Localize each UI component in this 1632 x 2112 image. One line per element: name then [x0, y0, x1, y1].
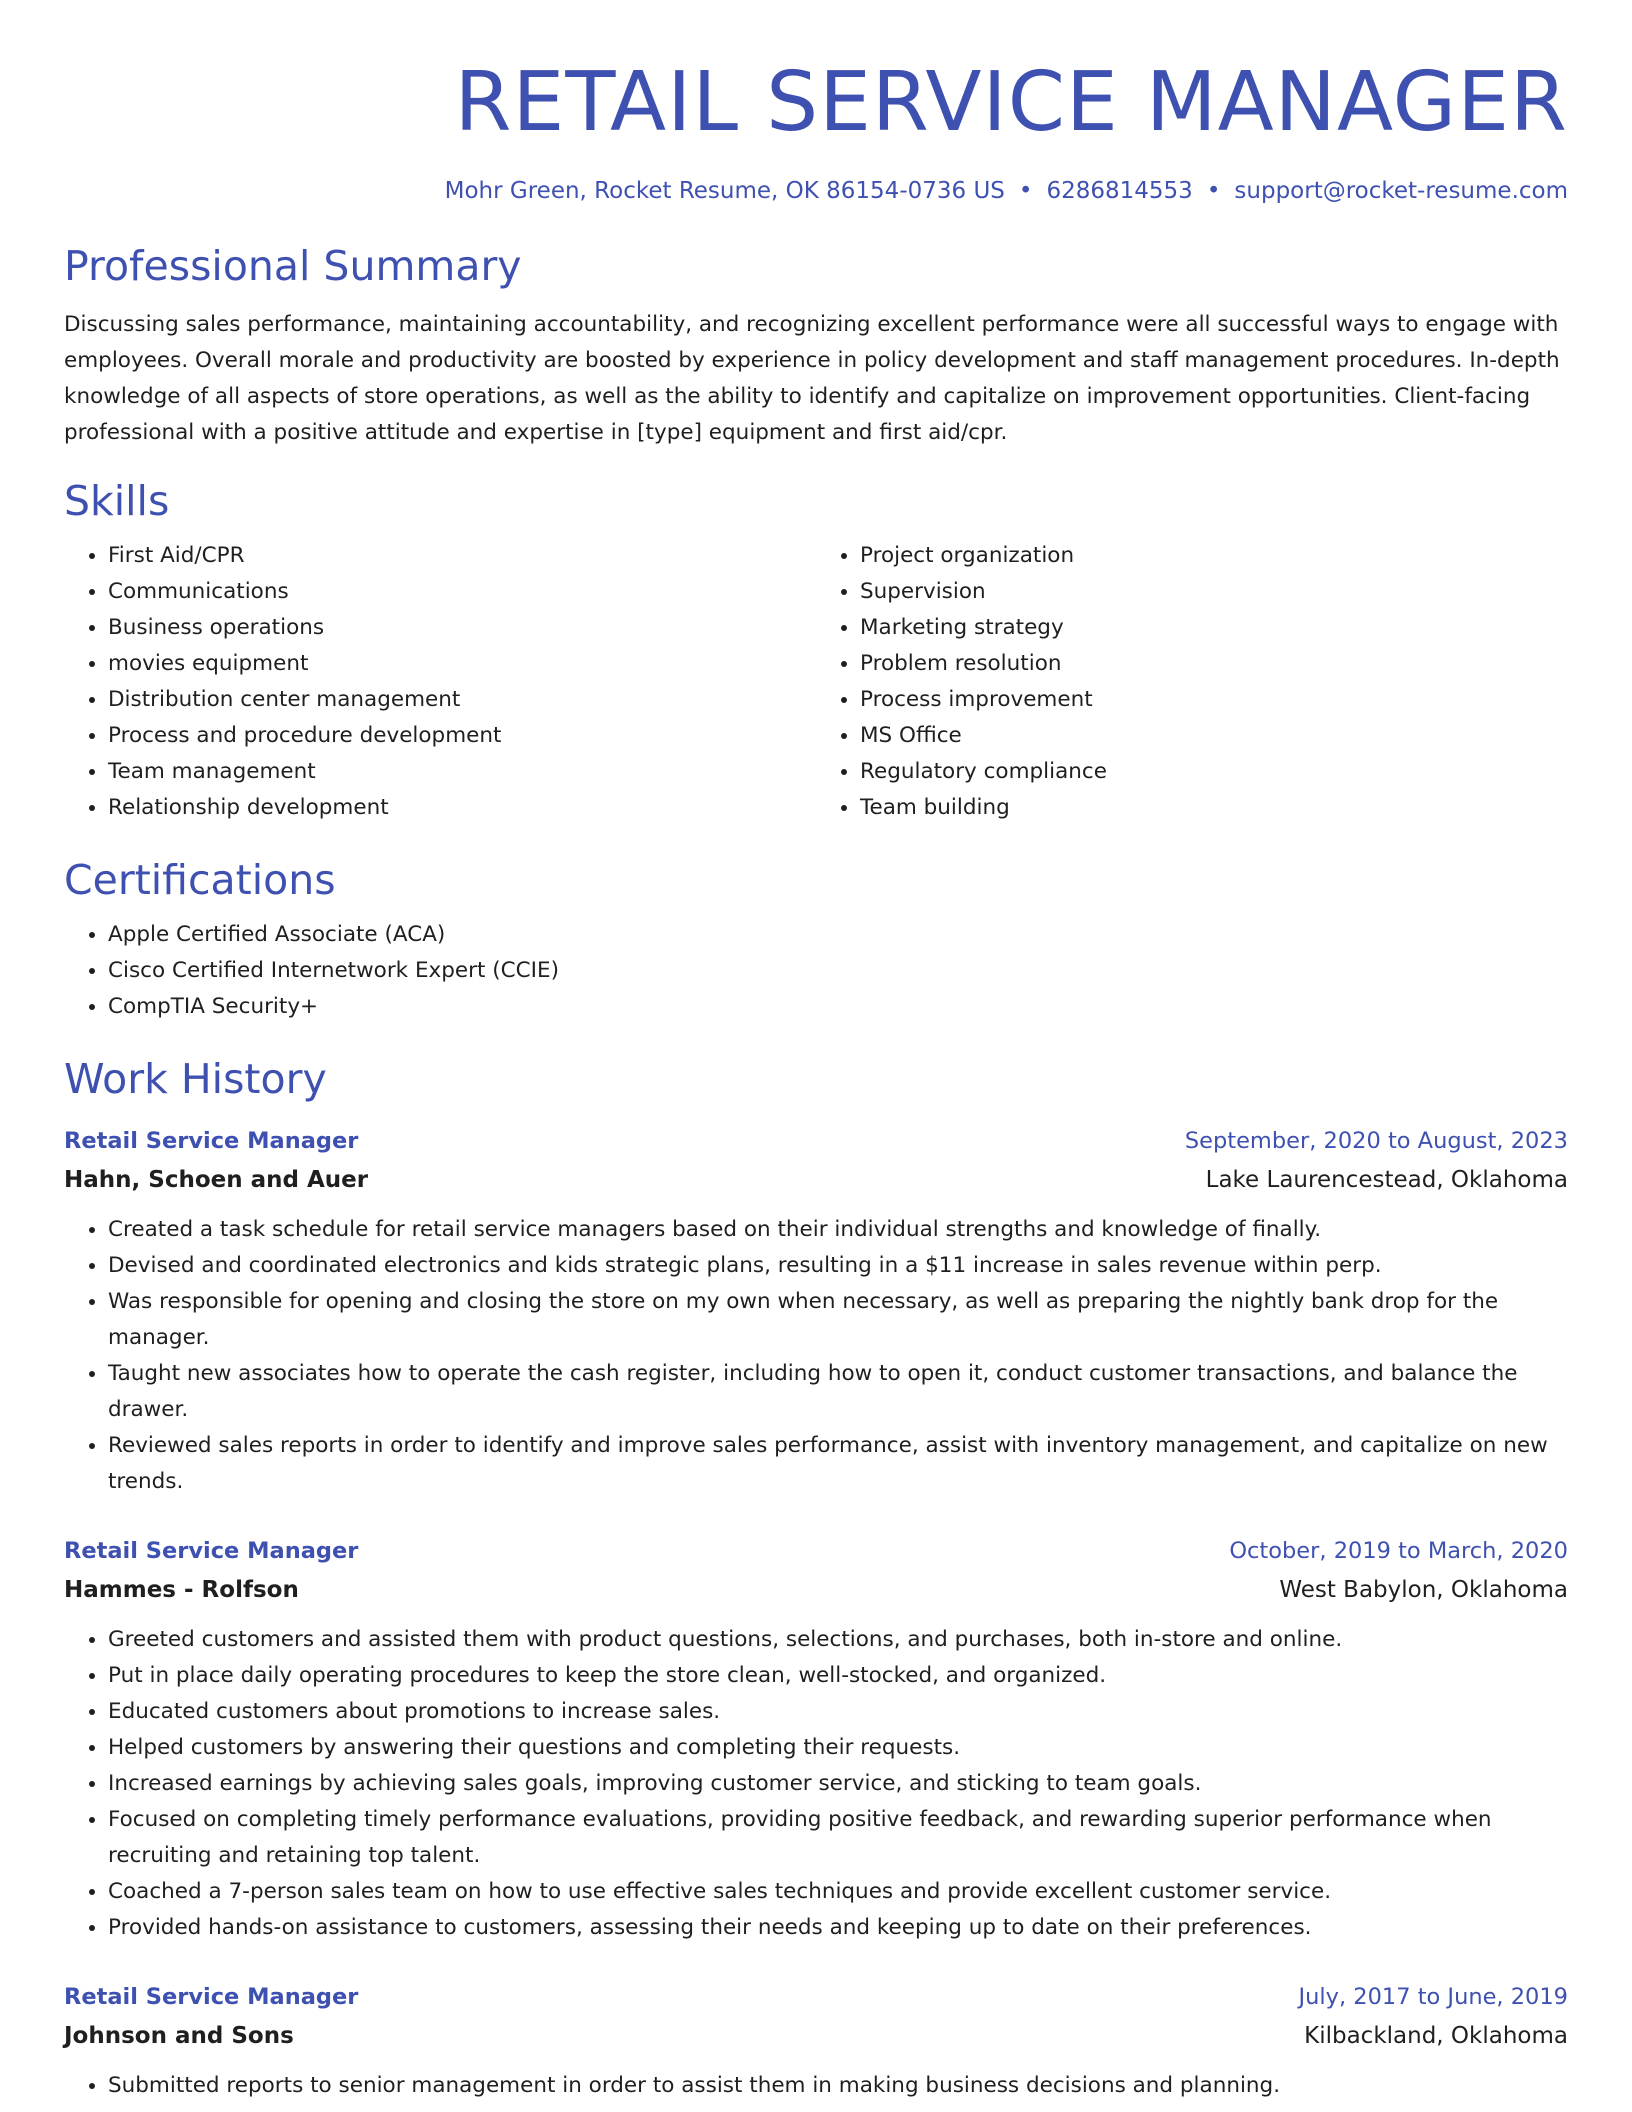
skill-item: • Team management: [108, 754, 816, 790]
skill-item: • Process and procedure development: [108, 718, 816, 754]
job-bullet: • Helped customers by answering their questions and completing their requests.: [108, 1730, 1568, 1766]
skill-item: • Team building: [860, 790, 1568, 826]
job-entry: [64, 1532, 1568, 1946]
skill-item: • Regulatory compliance: [860, 754, 1568, 790]
skills-columns: [64, 538, 1568, 826]
skill-item: • First Aid/CPR: [108, 538, 816, 574]
contact-phone: 6286814553: [1046, 178, 1193, 204]
skills-section: [64, 477, 1568, 826]
job-company: Hahn, Schoen and Auer: [64, 1167, 369, 1194]
job-entry: [64, 1978, 1568, 2104]
job-location: Kilbackland, Oklahoma: [1304, 2023, 1568, 2050]
job-dates: October, 2019 to March, 2020: [1229, 1538, 1568, 1565]
job-bullets: [64, 1212, 1568, 1500]
job-bullet: • Provided hands-on assistance to customers, assessing their needs and keeping up to date on their preferences.: [108, 1910, 1568, 1946]
skills-heading: Skills: [64, 476, 170, 525]
job-bullet: • Greeted customers and assisted them with product questions, selections, and purchases, both in-store and online.: [108, 1622, 1568, 1658]
job-location: West Babylon, Oklahoma: [1279, 1577, 1568, 1604]
work-history-heading: Work History: [64, 1055, 327, 1104]
skill-item: • Distribution center management: [108, 682, 816, 718]
job-bullet: • Put in place daily operating procedures to keep the store clean, well-stocked, and organized.: [108, 1658, 1568, 1694]
job-location: Lake Laurencestead, Oklahoma: [1205, 1167, 1568, 1194]
job-title-row: [64, 1122, 1568, 1160]
job-title: Retail Service Manager: [64, 1538, 359, 1565]
skill-item: • Supervision: [860, 574, 1568, 610]
skill-item: • Business operations: [108, 610, 816, 646]
work-history-section: [64, 1055, 1568, 2104]
summary-text: Discussing sales performance, maintaining accountability, and recognizing excellent performance were all successful ways to engage with employees. Overall morale and productivity are boosted by experience in policy development and staff management procedures. In-depth knowledge of all aspects of store operations, as well as the ability to identify and capitalize on improvement opportunities. Client-facing professional with a positive attitude and expertise in [type] equipment and first aid/cpr.: [64, 311, 1560, 445]
certifications-heading: Certifications: [64, 855, 336, 904]
job-bullets: [64, 1622, 1568, 1946]
job-bullet: • Created a task schedule for retail service managers based on their individual strengths and knowledge of finally.: [108, 1212, 1568, 1248]
skill-item: • Communications: [108, 574, 816, 610]
job-bullet: • Was responsible for opening and closing the store on my own when necessary, as well as preparing the nightly bank drop for the manager.: [108, 1284, 1568, 1356]
contact-separator: •: [1206, 178, 1221, 204]
contact-email[interactable]: support@rocket-resume.com: [1234, 178, 1568, 204]
job-entry: [64, 1122, 1568, 1500]
job-title: Retail Service Manager: [64, 1128, 359, 1155]
job-dates: September, 2020 to August, 2023: [1184, 1128, 1568, 1155]
job-bullet: • Increased earnings by achieving sales goals, improving customer service, and sticking to team goals.: [108, 1766, 1568, 1802]
certifications-list: [64, 917, 1568, 1025]
job-title-row: [64, 1978, 1568, 2016]
job-company: Johnson and Sons: [64, 2023, 294, 2050]
skills-list-left: [64, 538, 816, 826]
job-title: Retail Service Manager: [64, 1984, 359, 2011]
job-bullet: • Coached a 7-person sales team on how to use effective sales techniques and provide excellent customer service.: [108, 1874, 1568, 1910]
skill-item: • MS Office: [860, 718, 1568, 754]
job-bullet: • Focused on completing timely performance evaluations, providing positive feedback, and rewarding superior performance when recruiting and retaining top talent.: [108, 1802, 1568, 1874]
job-bullet: • Submitted reports to senior management in order to assist them in making business decisions and planning.: [108, 2068, 1568, 2104]
contact-address: Mohr Green, Rocket Resume, OK 86154-0736 US: [444, 178, 1005, 204]
job-dates: July, 2017 to June, 2019: [1298, 1984, 1568, 2011]
job-bullet: • Taught new associates how to operate the cash register, including how to open it, conduct customer transactions, and balance the drawer.: [108, 1356, 1568, 1428]
certification-item: • Cisco Certified Internetwork Expert (CCIE): [108, 953, 1568, 989]
certifications-section: [64, 856, 1568, 1025]
job-bullets: [64, 2068, 1568, 2104]
job-title-row: [64, 1532, 1568, 1570]
job-company-row: [64, 1160, 1568, 1200]
skill-item: • movies equipment: [108, 646, 816, 682]
certification-item: • CompTIA Security+: [108, 989, 1568, 1025]
skill-item: • Problem resolution: [860, 646, 1568, 682]
job-bullet: • Devised and coordinated electronics and kids strategic plans, resulting in a $11 increase in sales revenue within perp.: [108, 1248, 1568, 1284]
skill-item: • Process improvement: [860, 682, 1568, 718]
contact-separator: •: [1018, 178, 1033, 204]
skill-item: • Marketing strategy: [860, 610, 1568, 646]
skill-item: • Relationship development: [108, 790, 816, 826]
job-bullet: • Reviewed sales reports in order to identify and improve sales performance, assist with inventory management, and capitalize on new trends.: [108, 1428, 1568, 1500]
resume-title: RETAIL SERVICE MANAGER: [454, 55, 1568, 150]
summary-section: [64, 242, 1568, 451]
job-company-row: [64, 1570, 1568, 1610]
contact-line: [64, 178, 1568, 206]
certification-item: • Apple Certified Associate (ACA): [108, 917, 1568, 953]
skill-item: • Project organization: [860, 538, 1568, 574]
skills-list-right: [816, 538, 1568, 826]
summary-heading: Professional Summary: [64, 241, 522, 290]
job-company: Hammes - Rolfson: [64, 1577, 299, 1604]
job-company-row: [64, 2016, 1568, 2056]
job-bullet: • Educated customers about promotions to increase sales.: [108, 1694, 1568, 1730]
